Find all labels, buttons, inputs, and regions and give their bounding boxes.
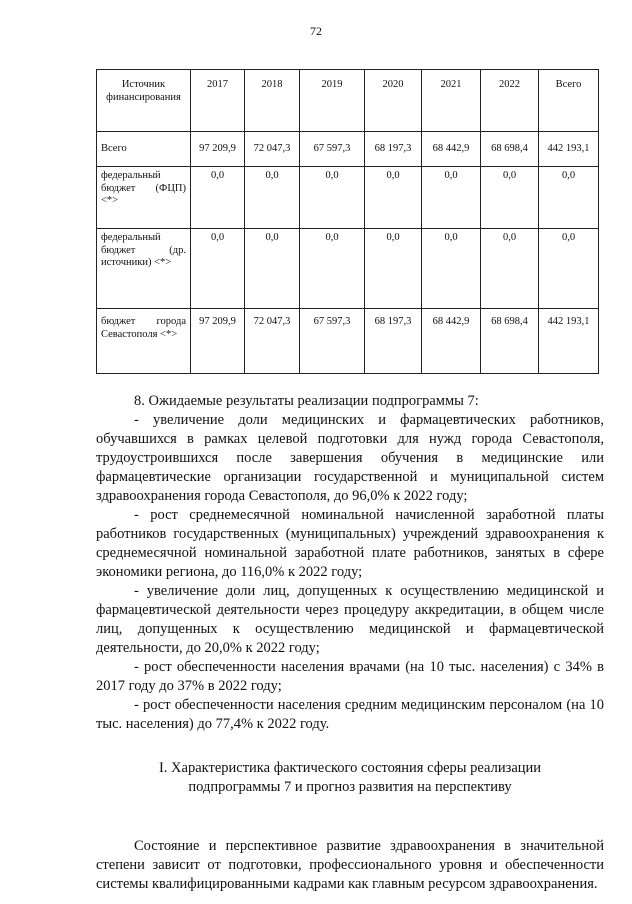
table-cell: 0,0	[481, 229, 539, 309]
result-item: - рост обеспеченности населения врачами (на 10 тыс. населения) с 34% в 2017 году до 37% в 2022 году;	[96, 659, 604, 694]
table-cell: 0,0	[422, 229, 481, 309]
table-cell: 68 698,4	[481, 309, 539, 374]
table-cell-total: 442 193,1	[539, 309, 599, 374]
table-cell: 0,0	[300, 229, 365, 309]
table-cell: 72 047,3	[245, 309, 300, 374]
header-year: 2018	[245, 70, 300, 132]
section-title	[96, 759, 604, 797]
section-title-line2: подпрограммы 7 и прогноз развития на перспективу	[188, 779, 512, 795]
row-label: федеральный бюджет (др. источники) <*>	[97, 229, 191, 309]
table-cell: 0,0	[422, 167, 481, 229]
table-cell: 68 698,4	[481, 132, 539, 167]
table-cell: 67 597,3	[300, 132, 365, 167]
table-cell: 0,0	[245, 167, 300, 229]
table-cell: 97 209,9	[191, 132, 245, 167]
financing-table	[96, 69, 599, 374]
table-cell: 72 047,3	[245, 132, 300, 167]
table-row	[97, 132, 599, 167]
row-label: бюджет города Севастополя <*>	[97, 309, 191, 374]
table-cell: 0,0	[365, 229, 422, 309]
header-year: 2017	[191, 70, 245, 132]
table-cell-total: 0,0	[539, 167, 599, 229]
table-row	[97, 167, 599, 229]
page-number: 72	[310, 24, 322, 38]
header-source: Источник финансирования	[97, 70, 191, 132]
document-body	[96, 392, 604, 894]
table-cell: 97 209,9	[191, 309, 245, 374]
result-item: - увеличение доли лиц, допущенных к осуществлению медицинской и фармацевтической деятельности через процедуру аккредитации, в общем числе лиц, допущенных к осуществлению медицинской и фармацевтической деятельности, до 20,0% к 2022 году;	[96, 583, 604, 656]
header-year: 2019	[300, 70, 365, 132]
table-cell: 67 597,3	[300, 309, 365, 374]
header-year: 2021	[422, 70, 481, 132]
table-header-row	[97, 70, 599, 132]
table-cell: 0,0	[481, 167, 539, 229]
header-year: 2020	[365, 70, 422, 132]
row-label: федеральный бюджет (ФЦП) <*>	[97, 167, 191, 229]
table-cell: 68 197,3	[365, 309, 422, 374]
table-cell: 0,0	[300, 167, 365, 229]
table-cell-total: 0,0	[539, 229, 599, 309]
table-row	[97, 229, 599, 309]
section-title-line1: I. Характеристика фактического состояния сферы реализации	[158, 760, 542, 776]
table-cell: 0,0	[191, 229, 245, 309]
table-cell: 68 197,3	[365, 132, 422, 167]
result-item: - рост среднемесячной номинальной начисленной заработной платы работников государственных (муниципальных) учреждений здравоохранения к среднемесячной номинальной заработной плате работников, занятых в сфере экономики региона, до 116,0% к 2022 году;	[96, 507, 604, 580]
table-cell: 0,0	[365, 167, 422, 229]
header-total: Всего	[539, 70, 599, 132]
result-item: - рост обеспеченности населения средним медицинским персоналом (на 10 тыс. населения) до 77,4% к 2022 году.	[96, 697, 604, 732]
table-cell: 0,0	[191, 167, 245, 229]
results-heading: 8. Ожидаемые результаты реализации подпрограммы 7:	[134, 393, 479, 409]
table-cell-total: 442 193,1	[539, 132, 599, 167]
result-item: - увеличение доли медицинских и фармацевтических работников, обучавшихся в рамках целевой подготовки для нужд города Севастополя, трудоустроившихся после завершения обучения в медицинские или фармацевтические организации государственной и муниципальной систем здравоохранения города Севастополя, до 96,0% к 2022 году;	[96, 412, 604, 504]
table-cell: 68 442,9	[422, 309, 481, 374]
table-row	[97, 309, 599, 374]
section-paragraph: Состояние и перспективное развитие здравоохранения в значительной степени зависит от подготовки, профессионального уровня и обеспеченности системы квалифицированными кадрами как главным ресурсом здравоохранения.	[96, 838, 604, 892]
header-year: 2022	[481, 70, 539, 132]
table-cell: 0,0	[245, 229, 300, 309]
row-label: Всего	[97, 132, 191, 167]
table-cell: 68 442,9	[422, 132, 481, 167]
